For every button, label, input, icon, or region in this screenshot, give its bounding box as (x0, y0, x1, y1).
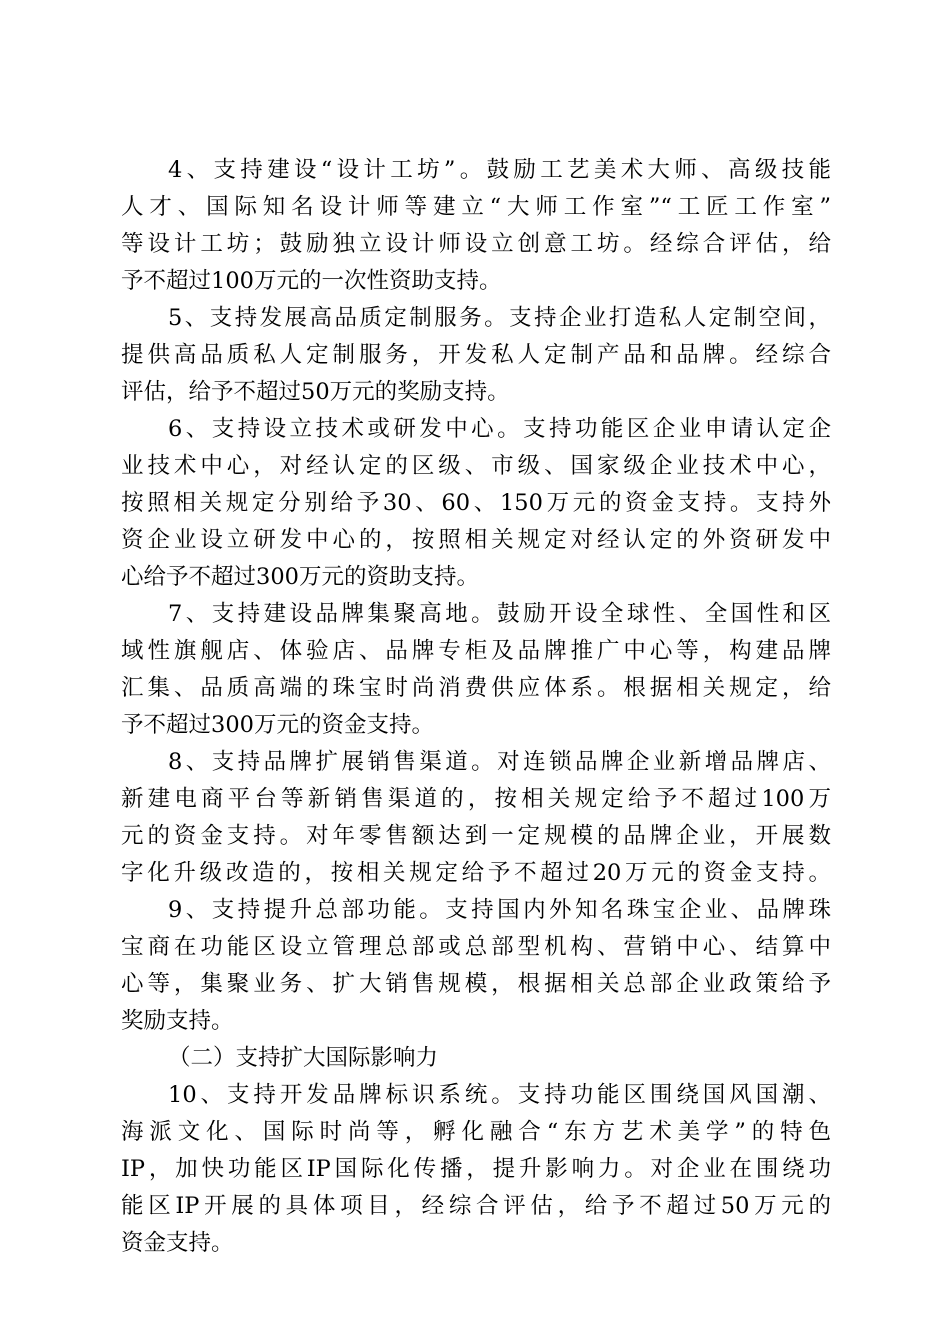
text-line: 资金支持。 (121, 1230, 234, 1256)
text-line: 新建电商平台等新销售渠道的，按相关规定给予不超过100万 (121, 786, 831, 812)
text-line: 等设计工坊；鼓励独立设计师设立创意工坊。经综合评估，给 (121, 231, 831, 257)
text-line: 予不超过300万元的资金支持。 (121, 712, 434, 738)
text-line: 汇集、品质高端的珠宝时尚消费供应体系。根据相关规定，给 (121, 675, 831, 701)
text-line: 资企业设立研发中心的，按照相关规定对经认定的外资研发中 (121, 527, 831, 553)
text-line: 宝商在功能区设立管理总部或总部型机构、营销中心、结算中 (121, 934, 831, 960)
text-line: 提供高品质私人定制服务，开发私人定制产品和品牌。经综合 (121, 342, 831, 368)
text-line: 心等，集聚业务、扩大销售规模，根据相关总部企业政策给予 (121, 971, 831, 997)
text-line: 按照相关规定分别给予30、60、150万元的资金支持。支持外 (121, 490, 831, 516)
text-line: 9、支持提升总部功能。支持国内外知名珠宝企业、品牌珠 (168, 897, 831, 923)
text-line: 予不超过100万元的一次性资助支持。 (121, 268, 502, 294)
text-line: 人才、国际知名设计师等建立“大师工作室”“工匠工作室” (121, 194, 831, 220)
text-line: 奖励支持。 (121, 1008, 234, 1034)
text-line: 能区IP开展的具体项目，经综合评估，给予不超过50万元的 (121, 1193, 831, 1219)
text-line: 字化升级改造的，按相关规定给予不超过20万元的资金支持。 (121, 860, 831, 886)
text-line: 6、支持设立技术或研发中心。支持功能区企业申请认定企 (168, 416, 831, 442)
text-line: 5、支持发展高品质定制服务。支持企业打造私人定制空间， (168, 305, 831, 331)
text-line: 元的资金支持。对年零售额达到一定规模的品牌企业，开展数 (121, 823, 831, 849)
text-line: 评估，给予不超过50万元的奖励支持。 (121, 379, 510, 405)
section-heading: （二）支持扩大国际影响力 (168, 1045, 439, 1071)
text-line: 8、支持品牌扩展销售渠道。对连锁品牌企业新增品牌店、 (168, 749, 831, 775)
text-line: 4、支持建设“设计工坊”。鼓励工艺美术大师、高级技能 (168, 157, 831, 183)
text-line: IP，加快功能区IP国际化传播，提升影响力。对企业在围绕功 (121, 1156, 831, 1182)
text-line: 业技术中心，对经认定的区级、市级、国家级企业技术中心， (121, 453, 831, 479)
text-line: 域性旗舰店、体验店、品牌专柜及品牌推广中心等，构建品牌 (121, 638, 831, 664)
text-line: 7、支持建设品牌集聚高地。鼓励开设全球性、全国性和区 (168, 601, 831, 627)
text-line: 10、支持开发品牌标识系统。支持功能区围绕国风国潮、 (168, 1082, 831, 1108)
text-line: 海派文化、国际时尚等，孵化融合“东方艺术美学”的特色 (121, 1119, 831, 1145)
text-line: 心给予不超过300万元的资助支持。 (121, 564, 479, 590)
